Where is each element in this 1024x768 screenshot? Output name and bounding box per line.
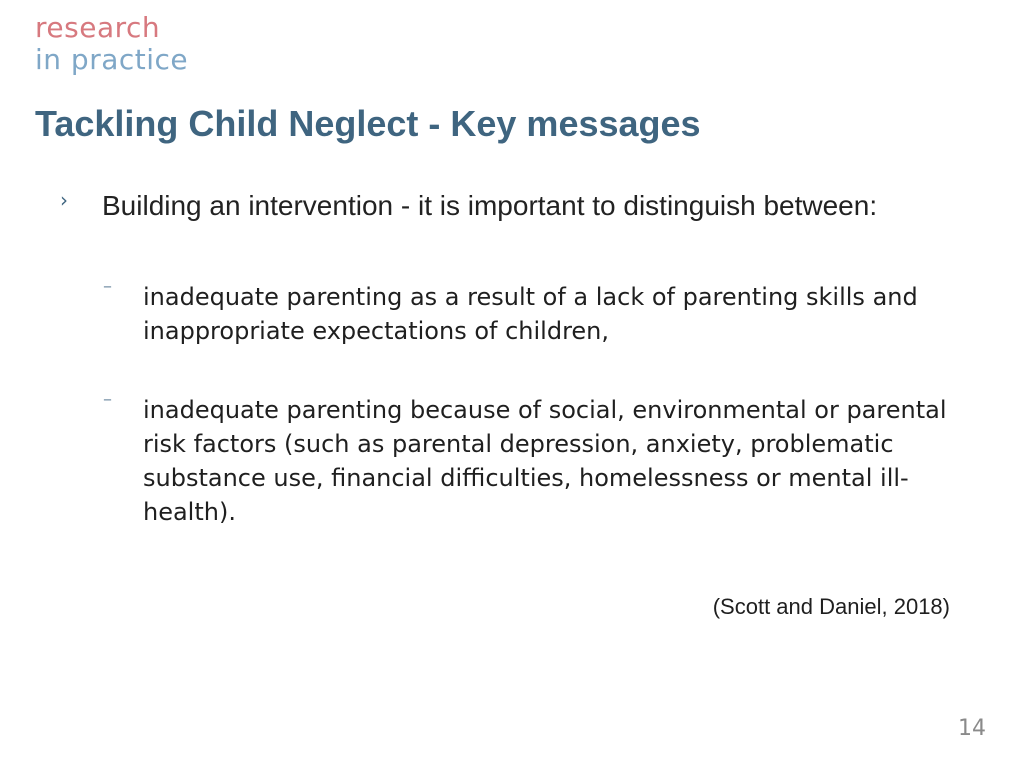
dash-bullet-icon: – bbox=[103, 389, 112, 410]
dash-bullet-icon: – bbox=[103, 276, 112, 297]
page-number: 14 bbox=[958, 716, 986, 741]
logo-line-research: research bbox=[35, 11, 161, 44]
sub-bullet-text: inadequate parenting as a result of a lack of parenting skills and inappropriate expectations of children, bbox=[143, 283, 918, 345]
slide-title: Tackling Child Neglect - Key messages bbox=[35, 103, 701, 144]
bullet-text: Building an intervention - it is important to distinguish between: bbox=[102, 190, 878, 221]
chevron-bullet-icon: › bbox=[60, 188, 68, 212]
sub-bullet-text: inadequate parenting because of social, environmental or parental risk factors (such as parental depression, anxiety, problematic substance use, financial difficulties, homelessness or mental ill-health). bbox=[143, 396, 947, 526]
citation: (Scott and Daniel, 2018) bbox=[712, 594, 950, 619]
research-in-practice-logo bbox=[35, 12, 188, 76]
logo-line-in-practice: in practice bbox=[35, 43, 189, 76]
